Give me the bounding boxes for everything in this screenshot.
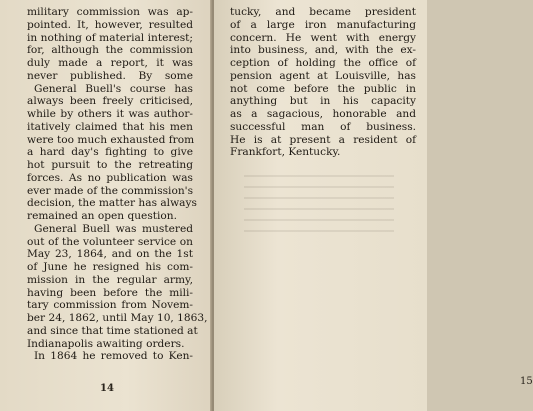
- text-line: May 23, 1864, and on the 1st: [27, 248, 193, 261]
- text-line: in nothing of material interest;: [27, 31, 193, 44]
- text-line: for, although the commission: [27, 44, 193, 57]
- right-page-text: [230, 6, 416, 159]
- text-line: ber 24, 1862, until May 10, 1863,: [27, 312, 208, 324]
- text-line: forces. As no publication was: [27, 171, 193, 184]
- text-line: itatively claimed that his men: [27, 120, 193, 133]
- right-page: [214, 0, 533, 411]
- text-line: tucky, and became president: [230, 6, 416, 18]
- text-line: pointed. It, however, resulted: [27, 18, 193, 31]
- text-line: always been freely criticised,: [27, 95, 193, 108]
- text-line: never published. By some: [27, 69, 193, 82]
- left-page-text: [27, 6, 208, 363]
- text-line: while by others it was author-: [27, 108, 193, 120]
- text-line: concern. He went with energy: [230, 31, 416, 44]
- text-line: successful man of business.: [230, 120, 416, 133]
- page-number: 15: [520, 376, 533, 387]
- text-line: a hard day's fighting to give: [27, 146, 193, 159]
- text-line: decision, the matter has always: [27, 197, 197, 210]
- text-line: In 1864 he removed to Ken-: [34, 350, 193, 363]
- text-line: anything but in his capacity: [230, 95, 416, 108]
- text-line: General Buell's course has: [34, 82, 193, 95]
- text-line: ever made of the commission's: [27, 184, 193, 197]
- text-line: ception of holding the office of: [230, 57, 416, 69]
- text-line: having been before the mili-: [27, 286, 193, 299]
- text-line: and since that time stationed at: [27, 324, 198, 337]
- text-line: not come before the public in: [230, 82, 416, 95]
- text-line: of a large iron manufacturing: [230, 18, 416, 31]
- text-line: of June he resigned his com-: [27, 261, 193, 273]
- page-number: 14: [100, 383, 114, 394]
- text-line: were too much exhausted from: [27, 133, 195, 146]
- text-line: tary commission from Novem-: [27, 299, 193, 312]
- text-line: out of the volunteer service on: [27, 235, 193, 248]
- text-line: into business, and, with the ex-: [230, 44, 416, 57]
- show-through-text: [244, 175, 394, 235]
- text-line: remained an open question.: [27, 210, 177, 222]
- text-line: as a sagacious, honorable and: [230, 108, 416, 120]
- text-line: mission in the regular army,: [27, 273, 193, 286]
- text-line: General Buell was mustered: [34, 222, 193, 235]
- text-line: He is at present a resident of: [230, 133, 416, 146]
- text-line: pension agent at Louisville, has: [230, 69, 416, 82]
- left-page: [0, 0, 212, 411]
- text-line: duly made a report, it was: [27, 57, 193, 69]
- text-line: military commission was ap-: [27, 6, 193, 18]
- text-line: Frankfort, Kentucky.: [230, 146, 341, 159]
- text-line: hot pursuit to the retreating: [27, 159, 193, 171]
- text-line: Indianapolis awaiting orders.: [27, 337, 185, 350]
